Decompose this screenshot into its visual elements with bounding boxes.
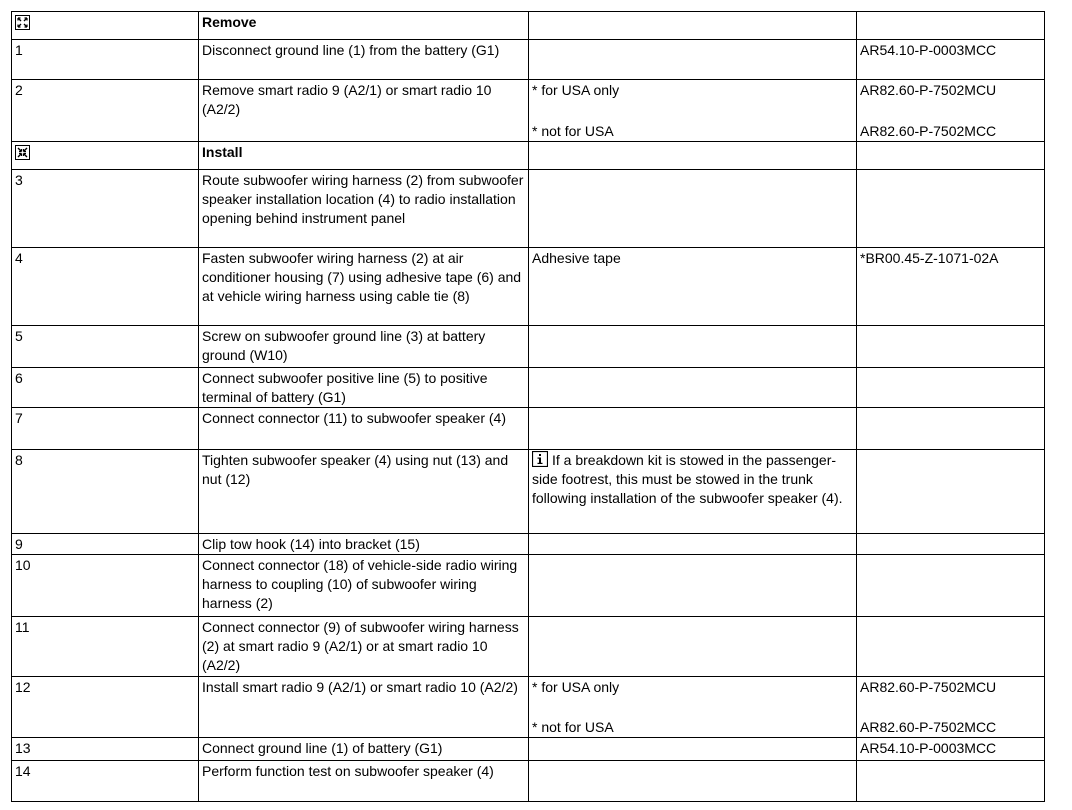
note-non-usa: * not for USA: [532, 123, 614, 139]
step-reference: [857, 534, 1045, 555]
table-row: [12, 80, 1045, 142]
note-non-usa: * not for USA: [532, 719, 614, 735]
step-text: Clip tow hook (14) into bracket (15): [199, 534, 529, 555]
step-number: 12: [12, 677, 199, 738]
step-text: Connect ground line (1) of battery (G1): [199, 738, 529, 761]
step-note: [529, 761, 857, 802]
table-row: [12, 617, 1045, 677]
step-note: [529, 80, 857, 142]
table-row: [12, 40, 1045, 80]
step-reference: AR54.10-P-0003MCC: [857, 738, 1045, 761]
table-row: [12, 248, 1045, 326]
step-text: Connect subwoofer positive line (5) to positive terminal of battery (G1): [199, 368, 529, 408]
step-number: 3: [12, 170, 199, 248]
step-reference: [857, 80, 1045, 142]
table-row: [12, 761, 1045, 802]
step-reference: [857, 408, 1045, 450]
remove-step-icon: [15, 15, 30, 30]
step-note: [529, 555, 857, 617]
install-step-icon: [15, 145, 30, 160]
step-note: [529, 40, 857, 80]
step-reference: [857, 555, 1045, 617]
step-note: [529, 617, 857, 677]
section-header-remove: [12, 12, 1045, 40]
step-reference: [857, 761, 1045, 802]
step-number: 9: [12, 534, 199, 555]
note-text: If a breakdown kit is stowed in the passenger-side footrest, this must be stowed in the trunk following installation of the subwoofer speaker (4).: [532, 452, 843, 506]
note-usa: * for USA only: [532, 82, 620, 98]
step-text: Connect connector (18) of vehicle-side radio wiring harness to coupling (10) of subwoofer wiring harness (2): [199, 555, 529, 617]
step-note: [529, 170, 857, 248]
step-reference: [857, 170, 1045, 248]
section-icon-cell: [12, 142, 199, 170]
step-reference: AR54.10-P-0003MCC: [857, 40, 1045, 80]
step-text: Install smart radio 9 (A2/1) or smart radio 10 (A2/2): [199, 677, 529, 738]
step-reference: [857, 450, 1045, 534]
step-number: 2: [12, 80, 199, 142]
step-number: 7: [12, 408, 199, 450]
step-number: 14: [12, 761, 199, 802]
step-number: 11: [12, 617, 199, 677]
reference-usa: AR82.60-P-7502MCU: [860, 679, 997, 695]
section-icon-cell: [12, 12, 199, 40]
step-note: Adhesive tape: [529, 248, 857, 326]
step-text: Perform function test on subwoofer speaker (4): [199, 761, 529, 802]
step-note: [529, 326, 857, 368]
table-row: [12, 170, 1045, 248]
step-note: [529, 368, 857, 408]
step-reference: [857, 677, 1045, 738]
step-reference: [857, 617, 1045, 677]
procedure-table: [11, 11, 1045, 802]
step-text: Tighten subwoofer speaker (4) using nut (13) and nut (12): [199, 450, 529, 534]
step-note: [529, 408, 857, 450]
step-number: 6: [12, 368, 199, 408]
step-number: 13: [12, 738, 199, 761]
step-reference: *BR00.45-Z-1071-02A: [857, 248, 1045, 326]
step-text: Screw on subwoofer ground line (3) at battery ground (W10): [199, 326, 529, 368]
table-row: [12, 326, 1045, 368]
section-header-install: [12, 142, 1045, 170]
step-note: [529, 677, 857, 738]
table-row: [12, 450, 1045, 534]
step-number: 8: [12, 450, 199, 534]
step-number: 1: [12, 40, 199, 80]
table-row: [12, 368, 1045, 408]
table-row: [12, 534, 1045, 555]
reference-usa: AR82.60-P-7502MCU: [860, 82, 997, 98]
table-row: [12, 408, 1045, 450]
step-note: [529, 534, 857, 555]
step-text: Fasten subwoofer wiring harness (2) at air conditioner housing (7) using adhesive tape (6) and at vehicle wiring harness using cable tie (8): [199, 248, 529, 326]
step-number: 5: [12, 326, 199, 368]
step-text: Disconnect ground line (1) from the battery (G1): [199, 40, 529, 80]
step-text: Connect connector (11) to subwoofer speaker (4): [199, 408, 529, 450]
step-note: [529, 450, 857, 534]
table-row: [12, 555, 1045, 617]
step-note: [529, 738, 857, 761]
step-reference: [857, 368, 1045, 408]
reference-non-usa: AR82.60-P-7502MCC: [860, 123, 997, 139]
section-title-install: Install: [199, 142, 529, 170]
note-usa: * for USA only: [532, 679, 620, 695]
table-row: [12, 677, 1045, 738]
info-icon: [532, 451, 548, 467]
step-number: 4: [12, 248, 199, 326]
step-text: Remove smart radio 9 (A2/1) or smart radio 10 (A2/2): [199, 80, 529, 142]
step-number: 10: [12, 555, 199, 617]
table-row: [12, 738, 1045, 761]
step-text: Connect connector (9) of subwoofer wiring harness (2) at smart radio 9 (A2/1) or at smart radio 10 (A2/2): [199, 617, 529, 677]
reference-non-usa: AR82.60-P-7502MCC: [860, 719, 997, 735]
step-reference: [857, 326, 1045, 368]
section-title-remove: Remove: [199, 12, 529, 40]
step-text: Route subwoofer wiring harness (2) from subwoofer speaker installation location (4) to radio installation opening behind instrument panel: [199, 170, 529, 248]
